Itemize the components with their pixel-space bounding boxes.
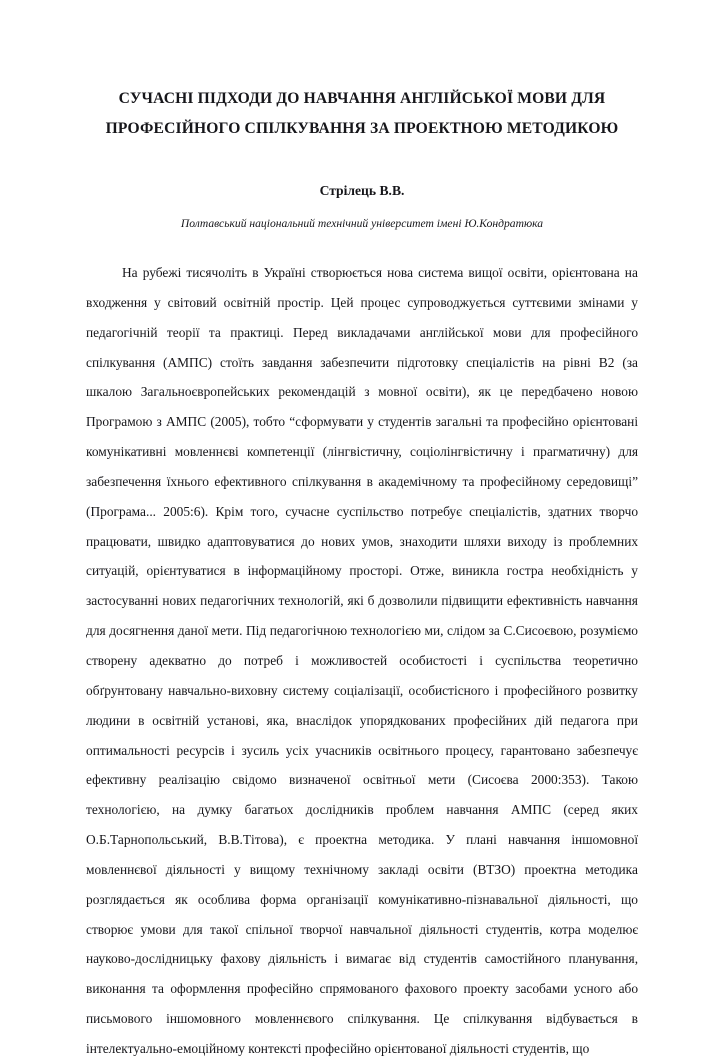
body-line: входження у світовий освітній простір. Цей процес супроводжується суттєвими змінами у: [86, 294, 638, 310]
body-line: оптимальності ресурсів і зусиль усіх учасників освітнього процесу, гарантовано забезпечує: [86, 742, 638, 758]
body-line: науково-дослідницьку фахову діяльність і вимагає від студентів самостійного планування,: [86, 951, 639, 967]
body-line: застосуванні нових педагогічних технологій, які б дозволили підвищити ефективність навчання: [86, 593, 638, 609]
body-line: для досягнення даної мети. Під педагогічною технологією ми, слідом за С.Сисоєвою, розуміємо: [86, 623, 638, 639]
body-line: На рубежі тисячоліть в Україні створюється нова система вищої освіти, орієнтована на: [122, 265, 638, 280]
title-line-2: ПРОФЕСІЙНОГО СПІЛКУВАННЯ ЗА ПРОЕКТНОЮ МЕТОДИКОЮ: [105, 120, 619, 137]
body-line: мовленнєвої діяльності у вищому технічному закладі освіти (ВТЗО) проектна методика: [86, 861, 638, 877]
body-line: (Програма... 2005:6). Крім того, сучасне суспільство потребує спеціалістів, здатних творчо: [86, 503, 639, 519]
body-line: створює умови для такої спільної творчої навчальної діяльності студентів, котра моделює: [86, 921, 639, 937]
body-line: О.Б.Тарнопольський, В.В.Тітова), є проектна методика. У плані навчання іншомовної: [86, 832, 639, 848]
body-line: комунікативні мовленнєві компетенції (лінгвістичну, соціолінгвістичну і прагматичну) для: [86, 444, 639, 460]
page-title: [86, 0, 638, 144]
body-line: забезпечення їхнього ефективного спілкування в академічному та професійному середовищі”: [86, 473, 639, 489]
page-content: [86, 0, 638, 1064]
body-line: спілкування (АМПС) стоїть завдання забезпечити підготовку спеціалістів на рівні В2 (за: [86, 354, 639, 370]
body-line: ефективну реалізацію свідомо визначеної освітньої мети (Сисоєва 2000:353). Такою: [86, 772, 638, 788]
body-line: виконання та оформлення професійно спрямованого фахового проекту засобами усного або: [86, 981, 639, 997]
body-line: ситуацій, орієнтуватися в інформаційному просторі. Отже, виникла гостра необхідність у: [86, 563, 638, 579]
author-affiliation: Полтавський національний технічний університет імені Ю.Кондратюка: [180, 217, 544, 230]
title-line-1: СУЧАСНІ ПІДХОДИ ДО НАВЧАННЯ АНГЛІЙСЬКОЇ МОВИ ДЛЯ: [118, 90, 606, 107]
body-line: шкалою Загальноєвропейських рекомендацій з мовної освіти), як це передбачено новою: [86, 384, 638, 400]
body-line: педагогічній теорії та практиці. Перед викладачами англійської мови для професійного: [86, 324, 639, 340]
body-line: створену адекватно до потреб і можливостей особистості і суспільства теоретично: [86, 652, 638, 668]
body-line: обґрунтовану навчально-виховну систему соціалізації, особистісного і професійного розвитку: [86, 682, 638, 698]
body-line: Програмою з АМПС (2005), тобто “сформувати у студентів загальні та професійно орієнтовані: [86, 414, 639, 430]
body-line: інтелектуально-емоційному контексті професійно орієнтованої діяльності студентів, що: [86, 1040, 590, 1056]
body-line: технологією, на думку багатьох дослідників проблем навчання АМПС (серед яких: [86, 802, 638, 818]
body-paragraph: [86, 232, 638, 1064]
author-name: Стрілець В.В.: [319, 183, 405, 198]
body-line: письмового іншомовного мовленнєвого спілкування. Це спілкування відбувається в: [86, 1011, 638, 1027]
body-line: людини в освітній установі, яка, внаслідок упорядкованих професійних дій педагога при: [86, 712, 638, 728]
body-line: працювати, швидко адаптовуватися до нових умов, знаходити шляхи виходу із проблемних: [86, 533, 639, 549]
body-line: розглядається як особлива форма організації комунікативно-пізнавальної діяльності, що: [86, 891, 638, 907]
